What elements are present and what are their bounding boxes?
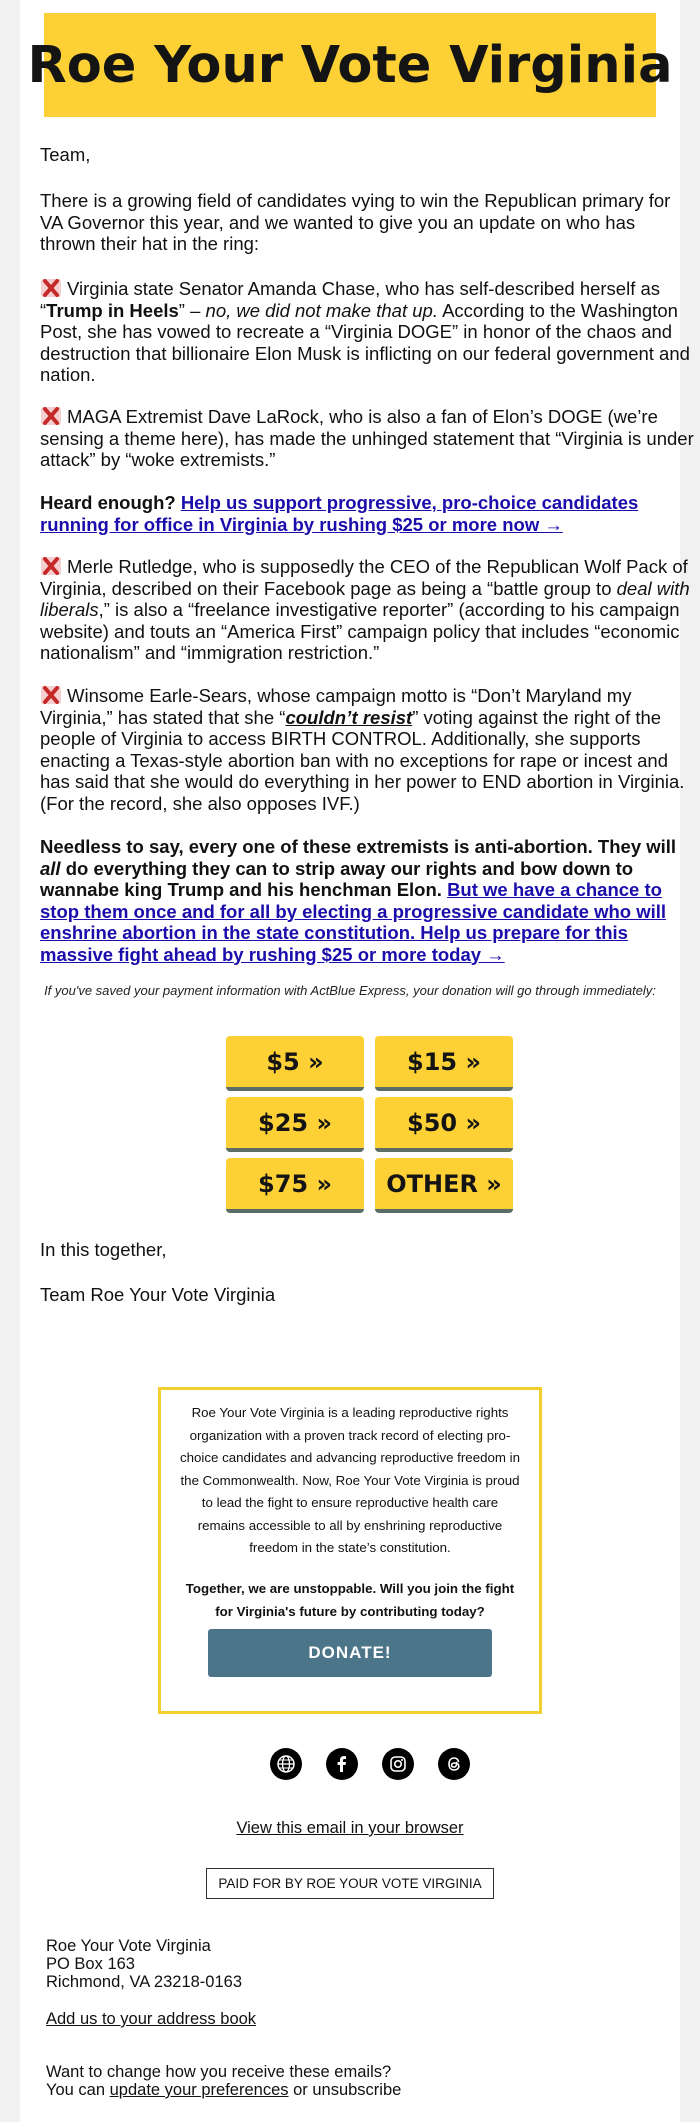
donate-75-button[interactable]: $75 » (226, 1158, 364, 1213)
candidate-paragraph-chase: Virginia state Senator Amanda Chase, who has self-described herself as “Trump in Heels” – no, we did not make that up. According to the Washington Post, she has vowed to recreate a “Virginia DOGE” in honor of the chaos and destruction that billionaire Elon Musk is inflicting on our federal government and nation. (40, 278, 690, 385)
donate-5-button[interactable]: $5 » (226, 1036, 364, 1091)
preferences-line: You can update your preferences or unsubscribe (46, 2081, 402, 2099)
threads-link[interactable] (438, 1748, 470, 1780)
appeal-text: Together, we are unstoppable. Will you join the fight for Virginia's future by contributing today? (185, 1581, 515, 1619)
cross-mark-icon (40, 278, 62, 298)
view-in-browser-link[interactable]: View this email in your browser (236, 1819, 464, 1837)
facebook-icon (332, 1754, 352, 1774)
globe-icon (276, 1754, 296, 1774)
cross-mark-icon (40, 406, 62, 426)
cta-paragraph-1: Heard enough? Help us support progressive, pro-choice candidates running for office in Virginia by rushing $25 or more now → (40, 492, 639, 535)
po-box: PO Box 163 (46, 1955, 135, 1973)
donate-25-button[interactable]: $25 » (226, 1097, 364, 1152)
header-banner (27, 13, 673, 117)
signature: Team Roe Your Vote Virginia (40, 1284, 276, 1305)
paid-for-disclaimer: PAID FOR BY ROE YOUR VOTE VIRGINIA (206, 1868, 494, 1899)
about-box (158, 1387, 542, 1714)
mailing-address (46, 1937, 646, 1991)
signoff: In this together, (40, 1239, 167, 1260)
update-preferences-link[interactable]: update your preferences (109, 2081, 289, 2099)
salutation: Team, (40, 144, 91, 165)
cta-paragraph-2: Needless to say, every one of these extremists is anti-abortion. They will all do everything they can to strip away our rights and bow down to wannabe king Trump and his henchman Elon. But we have a chance to stop them once and for all by electing a progressive candidate who will enshrine abortion in the state constitution. Help us prepare for this massive fight ahead by rushing $25 or more today → (40, 836, 677, 965)
donate-link-2[interactable]: But we have a chance to stop them once and for all by electing a progressive candidate who will enshrine abortion in the state constitution. Help us prepare for this massive fight ahead by rushing $25 or more today → (40, 879, 667, 965)
org-name: Roe Your Vote Virginia (46, 1937, 211, 1955)
candidate-paragraph-rutledge: Merle Rutledge, who is supposedly the CEO of the Republican Wolf Pack of Virginia, described on their Facebook page as being a “battle group to deal with liberals,” is also a “freelance investigative reporter” (according to his campaign website) and touts an “America First” campaign policy that includes “economic nationalism” and “immigration restriction.” (40, 556, 690, 663)
address-book (46, 2010, 646, 2028)
intro-paragraph: There is a growing field of candidates vying to win the Republican primary for VA Governor this year, and we wanted to give you an update on who has thrown their hat in the ring: (40, 190, 671, 254)
change-question: Want to change how you receive these emails? (46, 2063, 392, 2081)
city-line: Richmond, VA 23218-0163 (46, 1973, 242, 1991)
donate-15-button[interactable]: $15 » (375, 1036, 513, 1091)
donate-other-button[interactable]: OTHER » (375, 1158, 513, 1213)
website-link[interactable] (270, 1748, 302, 1780)
threads-icon (444, 1754, 464, 1774)
about-text: Roe Your Vote Virginia is a leading reproductive rights organization with a proven track record of electing pro-choice candidates and advancing reproductive freedom in the Commonwealth. Now, Roe Your Vote Virginia is proud to lead the fight to ensure reproductive health care remains accessible to all by enshrining reproductive freedom in the state’s constitution. (179, 1405, 521, 1555)
banner-title: Roe Your Vote Virginia (27, 35, 673, 95)
candidate-paragraph-larock: MAGA Extremist Dave LaRock, who is also a fan of Elon’s DOGE (we’re sensing a theme here), has made the unhinged statement that “Virginia is under attack” by “woke extremists.” (40, 406, 694, 470)
donate-50-button[interactable]: $50 » (375, 1097, 513, 1152)
facebook-link[interactable] (326, 1748, 358, 1780)
preferences-block (46, 2063, 646, 2099)
address-book-link[interactable]: Add us to your address book (46, 2010, 257, 2028)
email-page (20, 0, 694, 2122)
instagram-icon (388, 1754, 408, 1774)
cross-mark-icon (40, 685, 62, 705)
instagram-link[interactable] (382, 1748, 414, 1780)
view-in-browser (20, 1819, 680, 1838)
cross-mark-icon (40, 556, 62, 576)
donate-button[interactable]: DONATE! (208, 1629, 492, 1677)
actblue-disclaimer: If you've saved your payment information with ActBlue Express, your donation will go through immediately: (44, 983, 656, 998)
candidate-paragraph-earle-sears: Winsome Earle-Sears, whose campaign motto is “Don’t Maryland my Virginia,” has stated that she “couldn’t resist” voting against the right of the people of Virginia to access BIRTH CONTROL. Additionally, she supports enacting a Texas-style abortion ban with no exceptions for rape or incest and has said that she would do everything in her power to END abortion in Virginia. (For the record, she also opposes IVF.) (40, 685, 685, 814)
donate-link-1[interactable]: Help us support progressive, pro-choice candidates running for office in Virginia by rushing $25 or more now → (40, 492, 639, 535)
